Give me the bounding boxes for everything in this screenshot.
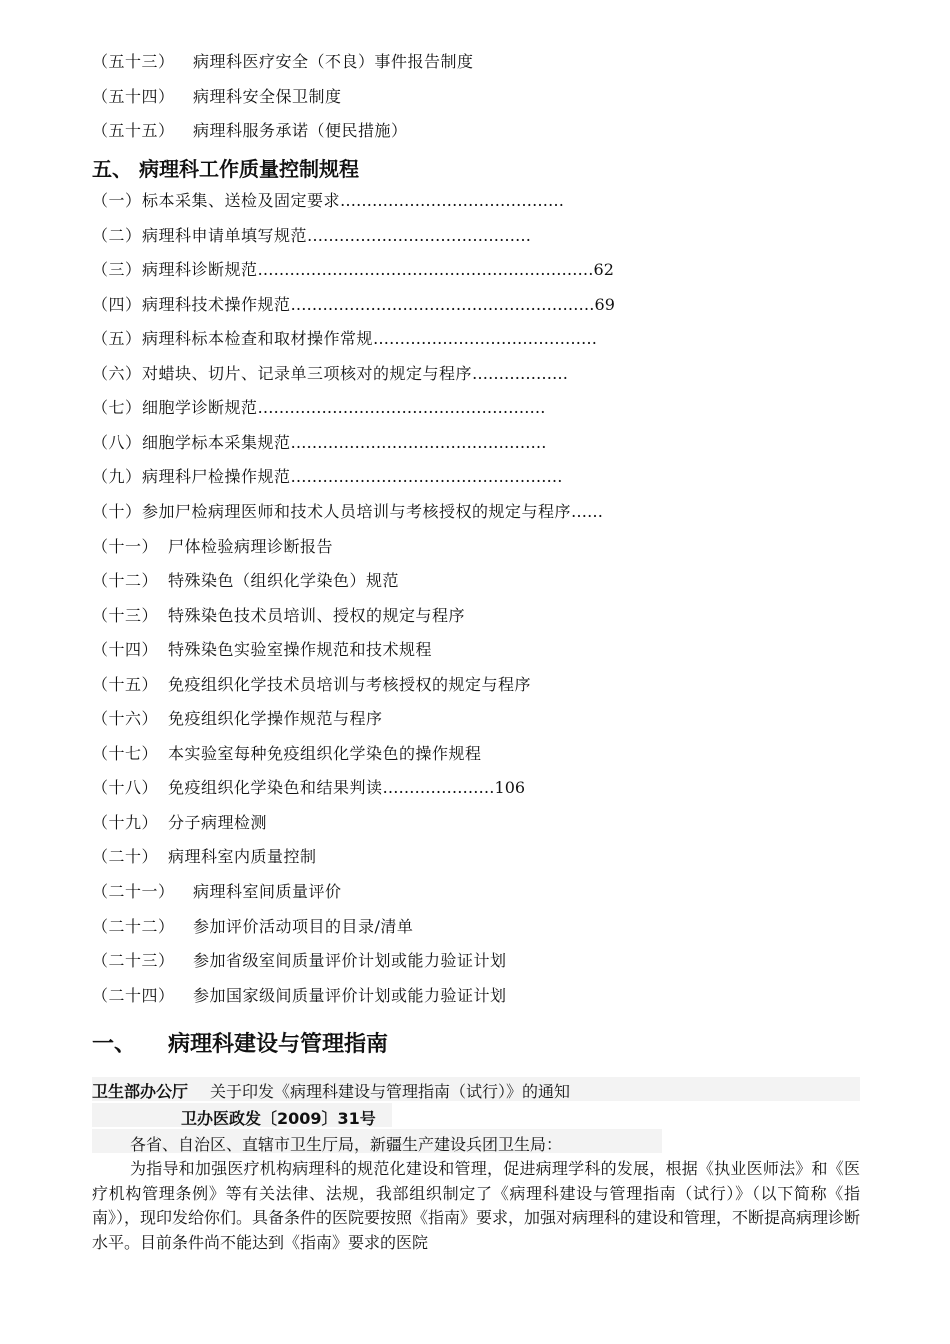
toc-item[interactable] xyxy=(92,433,547,453)
toc-item-title: 特殊染色技术员培训、授权的规定与程序 xyxy=(168,605,466,625)
toc-item-title: 免疫组织化学技术员培训与考核授权的规定与程序 xyxy=(168,674,532,694)
toc-item[interactable] xyxy=(92,329,597,349)
toc-item-title: 病理科技术操作规范 xyxy=(142,294,291,314)
toc-item-number: （七） xyxy=(92,398,142,418)
toc-item-number: （八） xyxy=(92,432,142,452)
toc-item[interactable] xyxy=(92,951,507,971)
toc-item-leader-dots: ……………… xyxy=(472,363,569,383)
toc-item-number: （十七） xyxy=(92,743,159,763)
toc-item-number: （十五） xyxy=(92,674,159,694)
toc-item-title: 参加尸检病理医师和技术人员培训与考核授权的规定与程序 xyxy=(142,501,572,521)
toc-item-title: 参加评价活动项目的目录/清单 xyxy=(193,916,414,936)
toc-item-title: 免疫组织化学操作规范与程序 xyxy=(168,709,383,729)
toc-item-title: 尸体检验病理诊断报告 xyxy=(168,536,334,556)
toc-item-title: 病理科尸检操作规范 xyxy=(142,467,291,487)
toc-item-title: 分子病理检测 xyxy=(168,812,268,832)
toc-item-title: 参加国家级间质量评价计划或能力验证计划 xyxy=(193,985,507,1005)
toc-item-leader-dots: …………………………………… xyxy=(340,191,565,210)
toc-item-number: （十六） xyxy=(92,709,159,729)
toc-item[interactable] xyxy=(92,87,342,107)
toc-item[interactable] xyxy=(92,295,615,315)
toc-item-leader-dots: …………………………………… xyxy=(373,329,598,349)
toc-item-leader-dots: …………………………………… xyxy=(307,225,532,245)
toc-item-title: 对蜡块、切片、记录单三项核对的规定与程序 xyxy=(142,363,473,383)
chapter-title: 病理科建设与管理指南 xyxy=(168,1032,389,1057)
toc-item-number: （二十一） xyxy=(92,882,175,901)
toc-item-title: 特殊染色（组织化学染色）规范 xyxy=(168,571,400,591)
toc-item-number: （二十三） xyxy=(92,951,175,971)
toc-item[interactable] xyxy=(92,467,563,487)
notice-title: 关于印发《病理科建设与管理指南（试行）》的通知 xyxy=(210,1082,571,1101)
toc-item[interactable] xyxy=(92,398,546,418)
toc-item-number: （六） xyxy=(92,363,142,383)
toc-item-title: 病理科服务承诺（便民措施） xyxy=(193,121,408,140)
toc-item-title: 细胞学诊断规范 xyxy=(142,398,258,418)
toc-item[interactable] xyxy=(92,709,383,729)
toc-item[interactable] xyxy=(92,260,614,280)
toc-item-number: （十） xyxy=(92,501,142,521)
toc-item-number: （五十五） xyxy=(92,121,175,140)
toc-item-page-number: 106 xyxy=(494,778,526,798)
toc-item[interactable] xyxy=(92,744,482,764)
toc-item[interactable] xyxy=(92,986,507,1006)
toc-item-number: （九） xyxy=(92,467,142,487)
toc-item-title: 病理科安全保卫制度 xyxy=(193,87,342,106)
toc-item-number: （十二） xyxy=(92,571,159,591)
toc-item-leader-dots: ……………………………………………………… xyxy=(257,260,594,280)
toc-item-title: 免疫组织化学染色和结果判读 xyxy=(168,778,383,798)
toc-item[interactable] xyxy=(92,121,408,141)
toc-item-leader-dots: ………………… xyxy=(382,778,495,798)
toc-item-number: （二） xyxy=(92,225,142,245)
toc-item-leader-dots: ………………………………………… xyxy=(290,432,547,452)
toc-item[interactable] xyxy=(92,847,317,867)
toc-item-title: 病理科室间质量评价 xyxy=(193,882,342,901)
toc-item-number: （十一） xyxy=(92,536,159,556)
toc-item-number: （十三） xyxy=(92,605,159,625)
toc-item-number: （十九） xyxy=(92,812,159,832)
chapter-heading xyxy=(92,1027,388,1058)
toc-item-title: 细胞学标本采集规范 xyxy=(142,432,291,452)
toc-item[interactable] xyxy=(92,813,267,833)
toc-item-title: 参加省级室间质量评价计划或能力验证计划 xyxy=(193,951,507,971)
toc-item-number: （五） xyxy=(92,329,142,349)
toc-item[interactable] xyxy=(92,675,531,695)
toc-item-title: 病理科申请单填写规范 xyxy=(142,225,308,245)
toc-item-title: 病理科诊断规范 xyxy=(142,260,258,280)
toc-item[interactable] xyxy=(92,571,399,591)
chapter-number: 一、 xyxy=(92,1032,137,1057)
toc-item-leader-dots: ………………………………………………… xyxy=(290,294,595,314)
toc-item-number: （四） xyxy=(92,294,142,314)
toc-item-leader-dots: …… xyxy=(571,501,604,521)
toc-item-number: （一） xyxy=(92,191,142,210)
salutation: 各省、自治区、直辖市卫生厅局，新疆生产建设兵团卫生局： xyxy=(130,1135,563,1154)
toc-item[interactable] xyxy=(92,640,432,660)
toc-item-number: （三） xyxy=(92,260,142,280)
toc-item-page-number: 62 xyxy=(593,260,614,280)
toc-item-number: （五十三） xyxy=(92,52,175,71)
body-paragraph: 为指导和加强医疗机构病理科的规范化建设和管理，促进病理学科的发展，根据《执业医师法》和《医疗机构管理条例》等有关法律、法规，我部组织制定了《病理科建设与管理指南（试行）》（以下简称《指南》），现印发给你们。具备条件的医院要按照《指南》要求，加强对病理科的建设和管理，不断提高病理诊断水平。目前条件尚不能达到《指南》要求的医院 xyxy=(92,1159,861,1252)
document-number: 卫办医政发〔2009〕31号 xyxy=(181,1109,376,1128)
toc-item-number: （十四） xyxy=(92,640,159,660)
toc-item-title: 标本采集、送检及固定要求 xyxy=(142,191,341,210)
toc-item[interactable] xyxy=(92,502,603,522)
toc-item[interactable] xyxy=(92,52,474,72)
notice-org: 卫生部办公厅 xyxy=(92,1082,189,1101)
toc-item-number: （二十四） xyxy=(92,985,175,1005)
toc-item[interactable] xyxy=(92,778,525,798)
toc-item-page-number: 69 xyxy=(594,294,615,314)
toc-item[interactable] xyxy=(92,537,333,557)
toc-item-number: （十八） xyxy=(92,778,159,798)
toc-item[interactable] xyxy=(92,917,413,937)
toc-item[interactable] xyxy=(92,226,531,246)
toc-item-leader-dots: …………………………………………… xyxy=(290,467,563,487)
section-heading: 五、 病理科工作质量控制规程 xyxy=(92,157,359,181)
toc-item[interactable] xyxy=(92,606,465,626)
toc-item-number: （二十） xyxy=(92,847,159,867)
toc-item-number: （二十二） xyxy=(92,916,175,936)
toc-item-leader-dots: ……………………………………………… xyxy=(257,398,546,418)
toc-item[interactable] xyxy=(92,364,568,384)
toc-item[interactable] xyxy=(92,882,342,902)
toc-item[interactable] xyxy=(92,191,564,211)
toc-item-number: （五十四） xyxy=(92,87,175,106)
toc-item-title: 病理科医疗安全（不良）事件报告制度 xyxy=(193,52,474,71)
toc-item-title: 病理科标本检查和取材操作常规 xyxy=(142,329,374,349)
notice-title-line xyxy=(92,1079,570,1102)
toc-item-title: 本实验室每种免疫组织化学染色的操作规程 xyxy=(168,743,482,763)
toc-item-title: 病理科室内质量控制 xyxy=(168,847,317,867)
toc-item-title: 特殊染色实验室操作规范和技术规程 xyxy=(168,640,433,660)
